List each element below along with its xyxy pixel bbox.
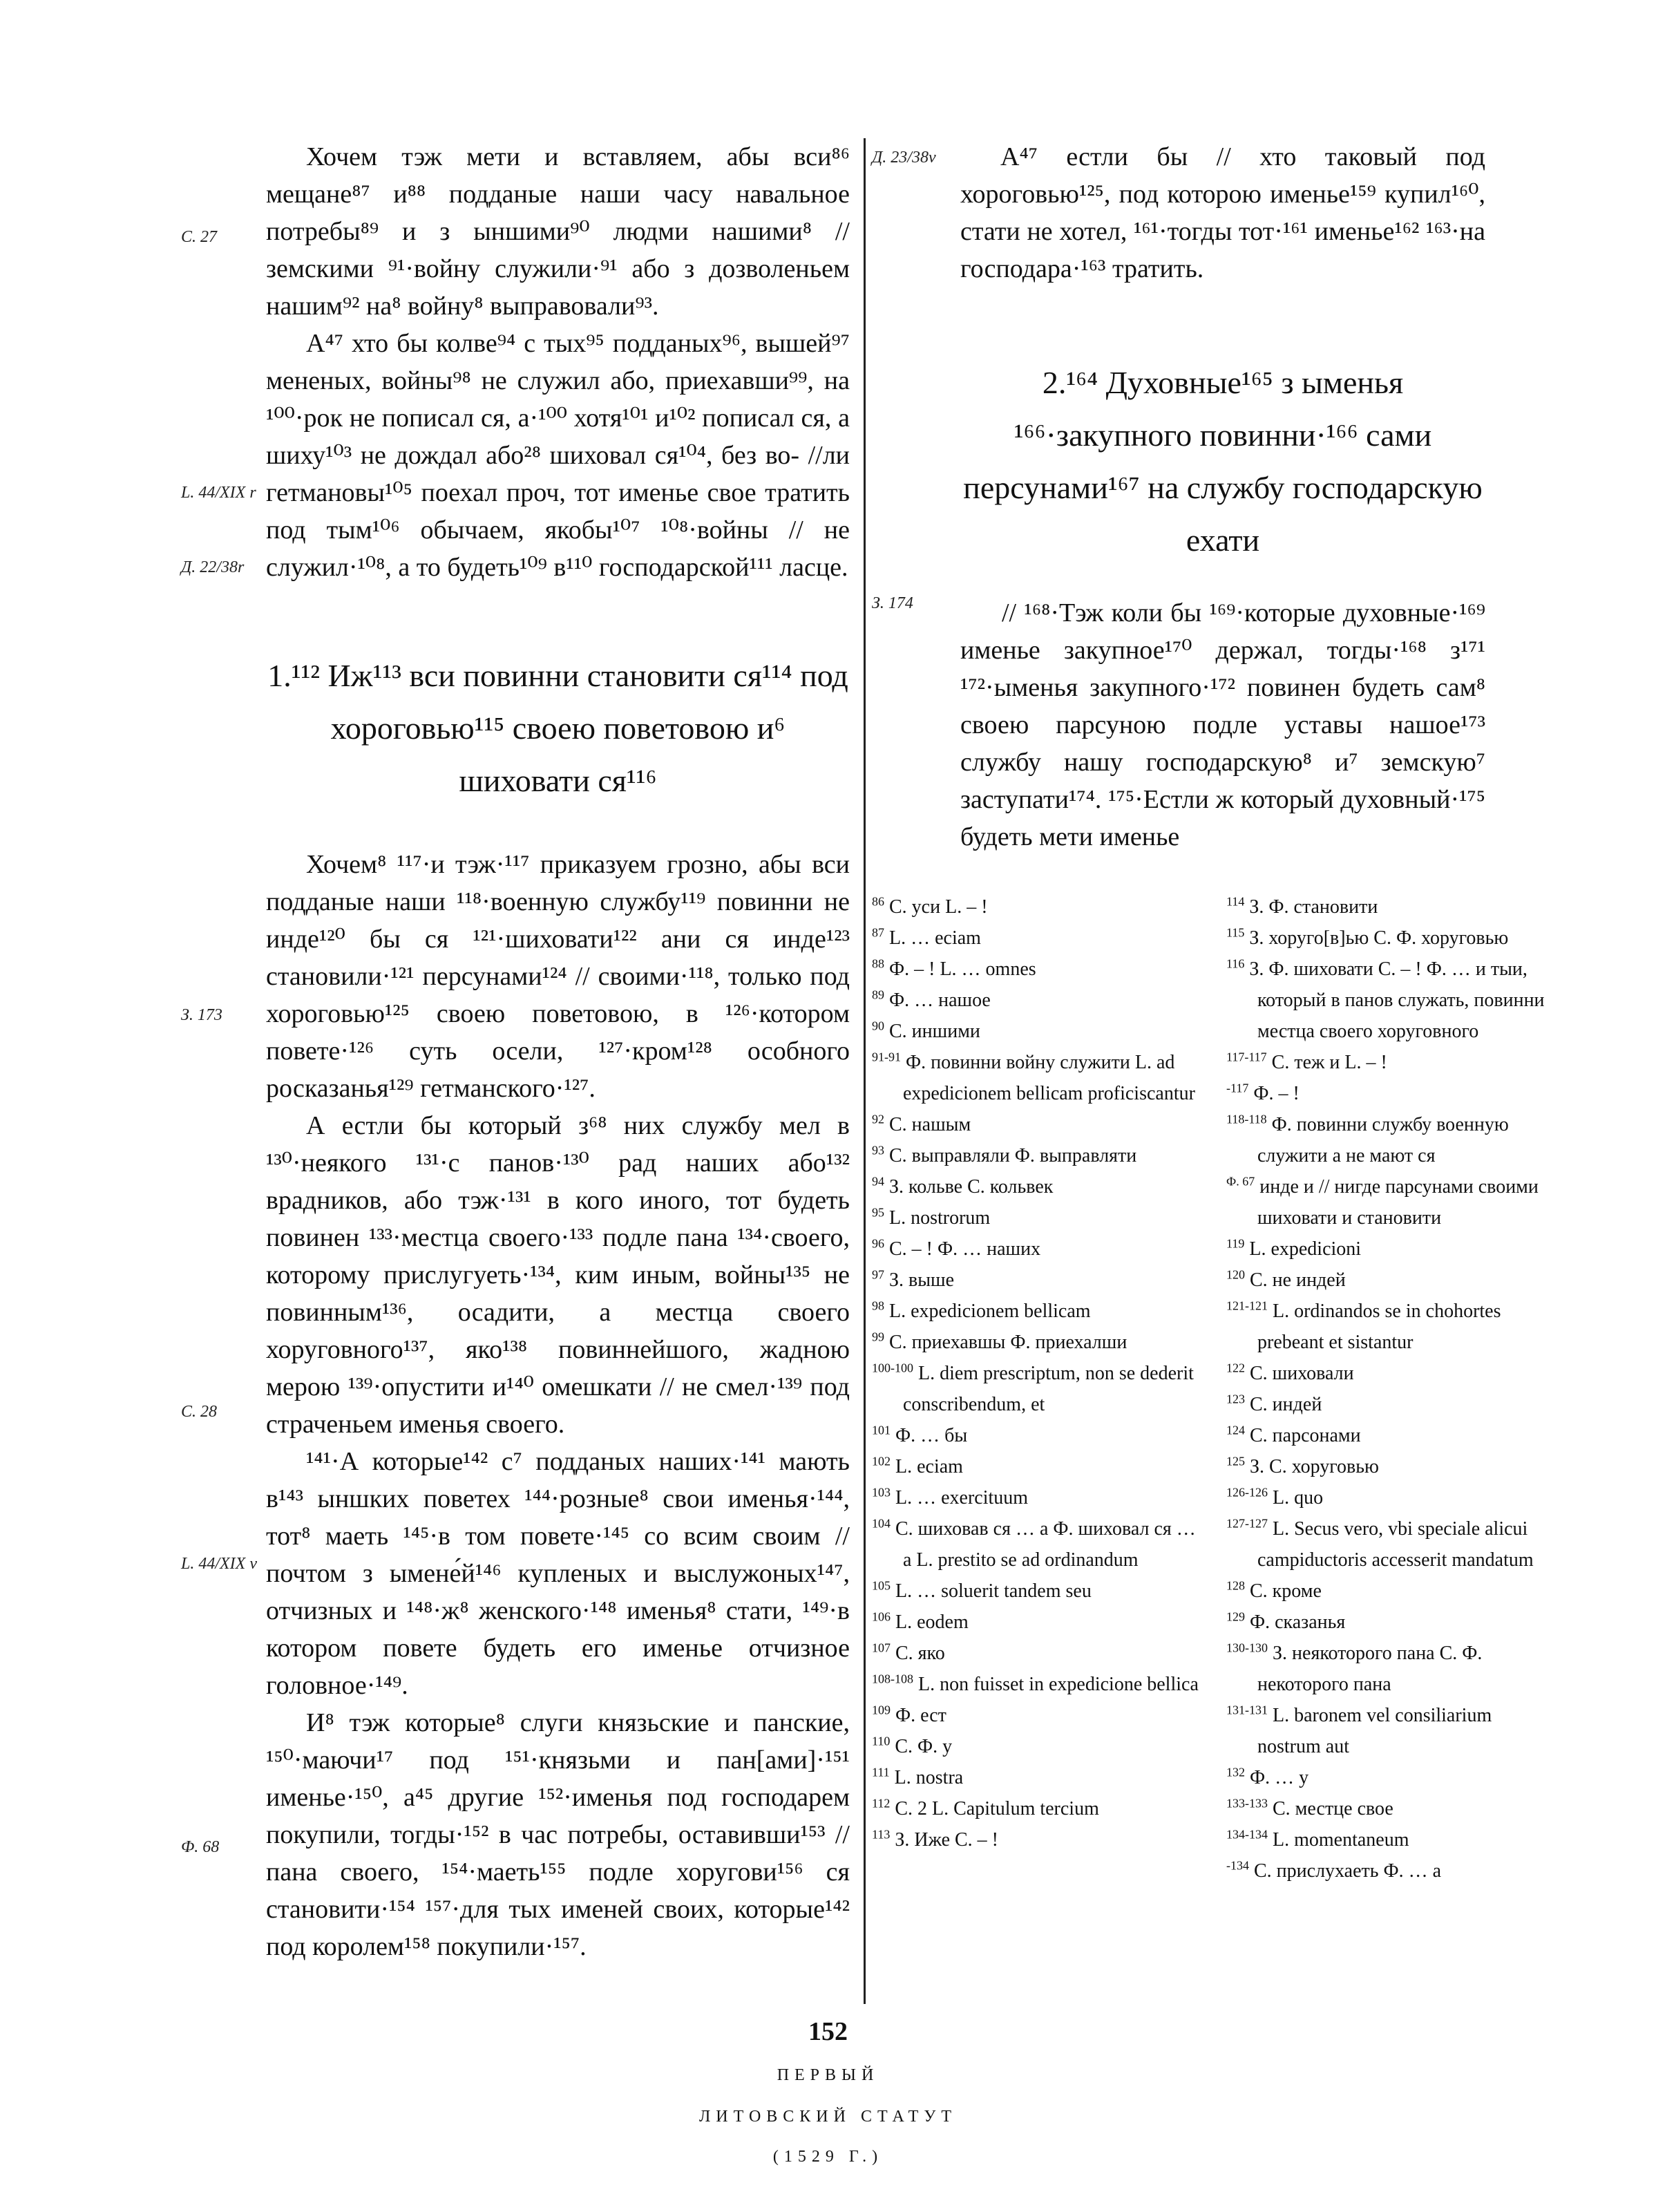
margin-ref: Д. 23/38v [872, 149, 936, 167]
footnote [1226, 1047, 1558, 1078]
footnote-marker: 111 [872, 1765, 890, 1779]
column-divider [864, 138, 866, 2004]
footnote [1226, 1078, 1558, 1109]
footnote-marker: 110 [872, 1734, 891, 1748]
right-column [960, 138, 1485, 856]
footnote-marker: 100-100 [872, 1361, 913, 1375]
footnote-marker: 86 [872, 894, 884, 909]
footnote-text: С. нашым [884, 1114, 971, 1135]
footnote-text: З. С. хоруговью [1245, 1456, 1379, 1477]
footnote-text: инде и // нигде парсунами своими шиховати и становити [1255, 1176, 1539, 1229]
footnote-text: L. diem prescriptum, non se dederit conscribendum, et [903, 1363, 1194, 1415]
footnote [1226, 1700, 1558, 1762]
footnote [872, 1669, 1203, 1700]
margin-ref: L. 44/XIX v [181, 1555, 257, 1573]
footnote [872, 891, 1203, 923]
footnote [1226, 1607, 1558, 1638]
footnote [872, 1233, 1203, 1265]
footnote-text: L. expedicionem bellicam [884, 1301, 1091, 1322]
footnote [872, 1793, 1203, 1824]
footnote-marker: 118-118 [1226, 1112, 1267, 1126]
right-text-2 [960, 594, 1485, 856]
footnote-text: С. шиховали [1245, 1363, 1354, 1384]
footnote [872, 1109, 1203, 1140]
margin-ref: С. 28 [181, 1403, 218, 1421]
footnote-marker: 125 [1226, 1454, 1245, 1468]
footnote [872, 1700, 1203, 1731]
footnote-marker: 130-130 [1226, 1641, 1268, 1655]
footnote-text: L. … soluerit tandem seu [891, 1580, 1092, 1602]
footnote [872, 1576, 1203, 1607]
footnote [872, 1140, 1203, 1171]
footnote [1226, 1420, 1558, 1451]
footnote [872, 1607, 1203, 1638]
footnote-text: L. baronem vel consiliarium nostrum aut [1257, 1705, 1492, 1757]
margin-ref: L. 44/XIX r [181, 484, 256, 502]
footnote-marker: 92 [872, 1112, 884, 1126]
footnote-marker: 87 [872, 925, 884, 940]
footnote [872, 1420, 1203, 1451]
margin-ref: С. 27 [181, 228, 218, 246]
paragraph: А⁴⁷ естли бы // хто таковый под хороговью¹²⁵, под которою именье¹⁵⁹ купил¹⁶⁰, стати не хотел, ¹⁶¹·тогды тот·¹⁶¹ именье¹⁶² ¹⁶³·на господара·¹⁶³ тратить. [960, 142, 1485, 283]
footnote [1226, 923, 1558, 954]
paragraph: И⁸ тэж которые⁸ слуги князьские и панские, ¹⁵⁰·маючи¹⁷ под ¹⁵¹·князьми и пан[ами]·¹⁵¹ именье·¹⁵⁰, а⁴⁵ другие ¹⁵²·именья под господарем покупили, тогды·¹⁵² в час потребы, оставивши¹⁵³ // пана своего, ¹⁵⁴·маеть¹⁵⁵ подле хоругови¹⁵⁶ ся становити·¹⁵⁴ ¹⁵⁷·для тых именей своих, которые¹⁴² под королем¹⁵⁸ покупили·¹⁵⁷. [266, 1708, 850, 1961]
footnote-text: З. кольве С. кольвек [884, 1176, 1054, 1198]
paragraph: Хочем⁸ ¹¹⁷·и тэж·¹¹⁷ приказуем грозно, абы вси подданые наши ¹¹⁸·военную службу¹¹⁹ повинни не инде¹²⁰ бы ся ¹²¹·шиховати¹²² ани ся инде¹²³ становили·¹²¹ персунами¹²⁴ // своими·¹¹⁸, только под хороговью¹²⁵ своею поветовою, в ¹²⁶·котором повете·¹²⁶ суть осели, ¹²⁷·кром¹²⁸ особного росказанья¹²⁹ гетманского·¹²⁷. [266, 850, 850, 1103]
footnote [872, 1482, 1203, 1513]
footnote [1226, 1482, 1558, 1513]
footnote-marker: 120 [1226, 1267, 1245, 1282]
footnote-text: Ф. повинни службу военную служити а не мают ся [1257, 1114, 1509, 1166]
footnote-text: L. eodem [891, 1611, 969, 1633]
footnote-text: С. парсонами [1245, 1425, 1361, 1446]
footnote-marker: 115 [1226, 925, 1245, 940]
footnote-marker: 113 [872, 1827, 891, 1842]
footnote-marker: 97 [872, 1267, 884, 1282]
footnote-text: L. momentaneum [1268, 1829, 1409, 1851]
footnote-text: С. Ф. у [890, 1736, 953, 1757]
footnote-text: З. неякоторого пана С. Ф. некоторого пана [1257, 1643, 1483, 1695]
paragraph: ¹⁴¹·А которые¹⁴² с⁷ подданых наших·¹⁴¹ мають в¹⁴³ ыншких поветех ¹⁴⁴·розные⁸ свои именья·¹⁴⁴, тот⁸ маеть ¹⁴⁵·в том повете·¹⁴⁵ со всим своим // почтом з ымене́й¹⁴⁶ купленых и выслужоных¹⁴⁷, отчизных и ¹⁴⁸·ж⁸ женского·¹⁴⁸ именья⁸ стати, ¹⁴⁹·в котором повете будеть его именье отчизное головное·¹⁴⁹. [266, 1447, 850, 1700]
footnote [872, 1451, 1203, 1482]
footnote-marker: 124 [1226, 1423, 1245, 1437]
footnote [1226, 1762, 1558, 1793]
footnote [872, 1265, 1203, 1296]
footnote-marker: 128 [1226, 1578, 1245, 1593]
footnote-text: Ф. сказанья [1245, 1611, 1346, 1633]
footnote-marker: 101 [872, 1423, 891, 1437]
footnote-text: L. nostrorum [884, 1207, 991, 1229]
footnote-text: С. не индей [1245, 1269, 1346, 1291]
footnote [1226, 1824, 1558, 1855]
footnote [1226, 1296, 1558, 1358]
footnote [872, 954, 1203, 985]
footnote [1226, 954, 1558, 1047]
left-text [266, 138, 850, 586]
footnote [872, 1513, 1203, 1576]
footnote-text: С. кроме [1245, 1580, 1322, 1602]
footnote-text: Ф. – ! [1248, 1083, 1300, 1104]
footnote [872, 1358, 1203, 1420]
footnote-marker: 122 [1226, 1361, 1245, 1375]
footnote-text: З. Ф. шиховати С. – ! Ф. … и тыи, который в панов служать, повинни местца своего хоруговного [1244, 958, 1545, 1042]
footnote-marker: -134 [1226, 1858, 1249, 1873]
footnote-marker: 121-121 [1226, 1298, 1268, 1313]
footnote-marker: 99 [872, 1330, 884, 1344]
footnote-marker: 131-131 [1226, 1703, 1268, 1717]
footnote [1226, 1171, 1558, 1233]
footnote [872, 1016, 1203, 1047]
left-column [266, 138, 850, 1965]
footnote-marker: 116 [1226, 956, 1245, 971]
right-text [960, 138, 1485, 287]
footnote-marker: 102 [872, 1454, 891, 1468]
footnote [1226, 1233, 1558, 1265]
footnote-text: L. non fuisset in expedicione bellica [913, 1674, 1199, 1695]
footnote [1226, 1793, 1558, 1824]
footnotes-column-b [1226, 891, 1558, 1887]
footnote-text: С. яко [891, 1643, 945, 1664]
footnote-text: L. ordinandos se in chohortes prebeant et sistantur [1257, 1301, 1501, 1353]
footnote-text: С. выправляли Ф. выправляти [884, 1145, 1137, 1166]
footnote-marker: 90 [872, 1019, 884, 1033]
left-text-2 [266, 846, 850, 1965]
footnote-text: L. … eciam [884, 927, 981, 949]
footnote-marker: -117 [1226, 1081, 1249, 1095]
footnote [872, 1202, 1203, 1233]
footnote-text: С. прислухаеть Ф. … а [1249, 1860, 1442, 1882]
footnote-text: С. уси L. – ! [884, 896, 988, 918]
footnote [1226, 1389, 1558, 1420]
footnote [872, 923, 1203, 954]
footnote-marker: 119 [1226, 1236, 1245, 1251]
footnote-text: Ф. … нашое [884, 990, 991, 1011]
footnote-marker: 107 [872, 1641, 891, 1655]
footnote [1226, 1638, 1558, 1700]
footnote [1226, 1513, 1558, 1576]
footnotes-column-a [872, 891, 1203, 1855]
footnote-text: Ф. повинни войну служити L. ad expedicionem bellicam proficiscantur [901, 1052, 1195, 1104]
footnote-marker: 104 [872, 1516, 891, 1531]
footnote-text: С. – ! Ф. … наших [884, 1238, 1041, 1260]
margin-ref: З. 174 [872, 594, 913, 612]
footnote-marker: 133-133 [1226, 1796, 1268, 1811]
footnote-marker: 134-134 [1226, 1827, 1268, 1842]
footnote-marker: 93 [872, 1143, 884, 1157]
footnote [1226, 1451, 1558, 1482]
footnote-text: Ф. … бы [891, 1425, 968, 1446]
footer-line-3: (1529 Г.) [772, 2148, 884, 2166]
footnote [872, 985, 1203, 1016]
footnote [872, 1296, 1203, 1327]
footnote-marker: 95 [872, 1205, 884, 1220]
paragraph: Хочем тэж мети и вставляем, абы вси⁸⁶ мещане⁸⁷ и⁸⁸ подданые наши часу навальное потребы⁸⁹ и з ыншими⁹⁰ людми нашими⁸ // земскими ⁹¹·войну служили·⁹¹ або з дозволеньем нашим⁹² на⁸ войну⁸ выправовали⁹³. [266, 142, 850, 321]
footnote-text: Ф. … у [1245, 1767, 1309, 1788]
section-heading-2: 2.¹⁶⁴ Духовные¹⁶⁵ з ыменья ¹⁶⁶·закупного повинни·¹⁶⁶ сами персунами¹⁶⁷ на службу господарскую ехати [963, 365, 1483, 558]
footnote-marker: Ф. 67 [1226, 1174, 1255, 1189]
footnote [872, 1327, 1203, 1358]
footnote-marker: 132 [1226, 1765, 1245, 1779]
footnote-text: С. иншими [884, 1021, 980, 1042]
footnote-text: С. приехавшы Ф. приехалши [884, 1332, 1127, 1353]
footnote-marker: 109 [872, 1703, 891, 1717]
section-heading-1: 1.¹¹² Иж¹¹³ вси повинни становити ся¹¹⁴ под хороговью¹¹⁵ своею поветовою и⁶ шиховати ся¹¹⁶ [267, 658, 848, 798]
footnote-marker: 112 [872, 1796, 891, 1811]
footnote [1226, 1576, 1558, 1607]
footnote-text: L. … exercituum [891, 1487, 1029, 1509]
footnote [1226, 1265, 1558, 1296]
footnote [1226, 1855, 1558, 1887]
footnote-text: С. индей [1245, 1394, 1322, 1415]
footer-line-2: ЛИТОВСКИЙ СТАТУТ [699, 2108, 957, 2126]
footnote-marker: 96 [872, 1236, 884, 1251]
footnote [872, 1824, 1203, 1855]
footnote-text: С. 2 L. Capitulum tercium [890, 1798, 1099, 1819]
footnote-text: З. выше [884, 1269, 955, 1291]
footnote-text: Ф. ест [891, 1705, 946, 1726]
footnote [872, 1638, 1203, 1669]
footer-line-1: ПЕРВЫЙ [777, 2066, 879, 2084]
footnote [1226, 1109, 1558, 1171]
footnote-marker: 114 [1226, 894, 1245, 909]
margin-ref: Ф. 68 [181, 1838, 220, 1856]
footnote-text: L. eciam [891, 1456, 963, 1477]
footnote [872, 1731, 1203, 1762]
footnote-marker: 127-127 [1226, 1516, 1268, 1531]
margin-ref: З. 173 [181, 1006, 222, 1024]
footnote-marker: 123 [1226, 1392, 1245, 1406]
footnote-marker: 91-91 [872, 1050, 901, 1064]
footnote-marker: 108-108 [872, 1672, 913, 1686]
footnote-text: С. теж и L. – ! [1266, 1052, 1387, 1073]
footnote-marker: 117-117 [1226, 1050, 1267, 1064]
footnote-marker: 103 [872, 1485, 891, 1500]
footnote-marker: 126-126 [1226, 1485, 1268, 1500]
margin-ref: Д. 22/38r [181, 558, 245, 576]
footnote-marker: 106 [872, 1609, 891, 1624]
footnote-text: L. quo [1268, 1487, 1324, 1509]
footnote-text: L. nostra [889, 1767, 964, 1788]
footnote-marker: 89 [872, 987, 884, 1002]
footnote-text: З. Иже С. – ! [890, 1829, 998, 1851]
footnote-marker: 88 [872, 956, 884, 971]
footnote-marker: 129 [1226, 1609, 1245, 1624]
paragraph: А естли бы который з⁶⁸ них службу мел в ¹³⁰·неякого ¹³¹·с панов·¹³⁰ рад наших або¹³² врадников, або тэж·¹³¹ в кого иного, тот будеть повинен ¹³³·местца своего·¹³³ подле пана ¹³⁴·своего, которому прислугуеть·¹³⁴, ким иным, войны¹³⁵ не повинным¹³⁶, осадити, а местца своего хоруговного¹³⁷, яко¹³⁸ повиннейшого, жадною мерою ¹³⁹·опустити и¹⁴⁰ омешкати // не смел·¹³⁹ под страченьем именья своего. [266, 1111, 850, 1439]
footnote [1226, 891, 1558, 923]
footnote-text: С. местце свое [1268, 1798, 1393, 1819]
footnote-text: З. Ф. становити [1244, 896, 1378, 918]
paragraph: // ¹⁶⁸·Тэж коли бы ¹⁶⁹·которые духовные·¹⁶⁹ именье закупное¹⁷⁰ держал, тогды·¹⁶⁸ з¹⁷¹ ¹⁷²·ыменья закупного·¹⁷² повинен будеть сам⁸ своею парсуною подле уставы нашое¹⁷³ службу нашу господарскую⁸ и⁷ земскую⁷ заступати¹⁷⁴. ¹⁷⁵·Естли ж который духовный·¹⁷⁵ будеть мети именье [960, 598, 1485, 851]
footnote-text: Ф. – ! L. … omnes [884, 958, 1036, 980]
footnote [872, 1047, 1203, 1109]
footnote-marker: 98 [872, 1298, 884, 1313]
paragraph: А⁴⁷ хто бы колве⁹⁴ с тых⁹⁵ подданых⁹⁶, вышей⁹⁷ мененых, войны⁹⁸ не служил або, приехавши⁹⁹, на ¹⁰⁰·рок не пописал ся, а·¹⁰⁰ хотя¹⁰¹ и¹⁰² пописал ся, а шиху¹⁰³ не дождал або²⁸ шиховал ся¹⁰⁴, без во- //ли гетмановы¹⁰⁵ поехал проч, тот именье свое тратить под тым¹⁰⁶ обычаем, якобы¹⁰⁷ ¹⁰⁸·войны // не служил·¹⁰⁸, а то будеть¹⁰⁹ в¹¹⁰ господарской¹¹¹ ласце. [266, 329, 850, 582]
page-number: 152 [808, 2017, 848, 2046]
footnote [1226, 1358, 1558, 1389]
footnote-text: L. expedicioni [1244, 1238, 1362, 1260]
footnote-marker: 105 [872, 1578, 891, 1593]
footnote-marker: 94 [872, 1174, 884, 1189]
footnote [872, 1762, 1203, 1793]
footnote [872, 1171, 1203, 1202]
footnote-text: L. Secus vero, vbi speciale alicui campiductoris accesserit mandatum [1257, 1518, 1534, 1571]
footnote-text: С. шиховав ся … а Ф. шиховал ся … а L. prestito se ad ordinandum [891, 1518, 1196, 1571]
footnote-text: З. хоруго[в]ью С. Ф. хоруговью [1244, 927, 1509, 949]
